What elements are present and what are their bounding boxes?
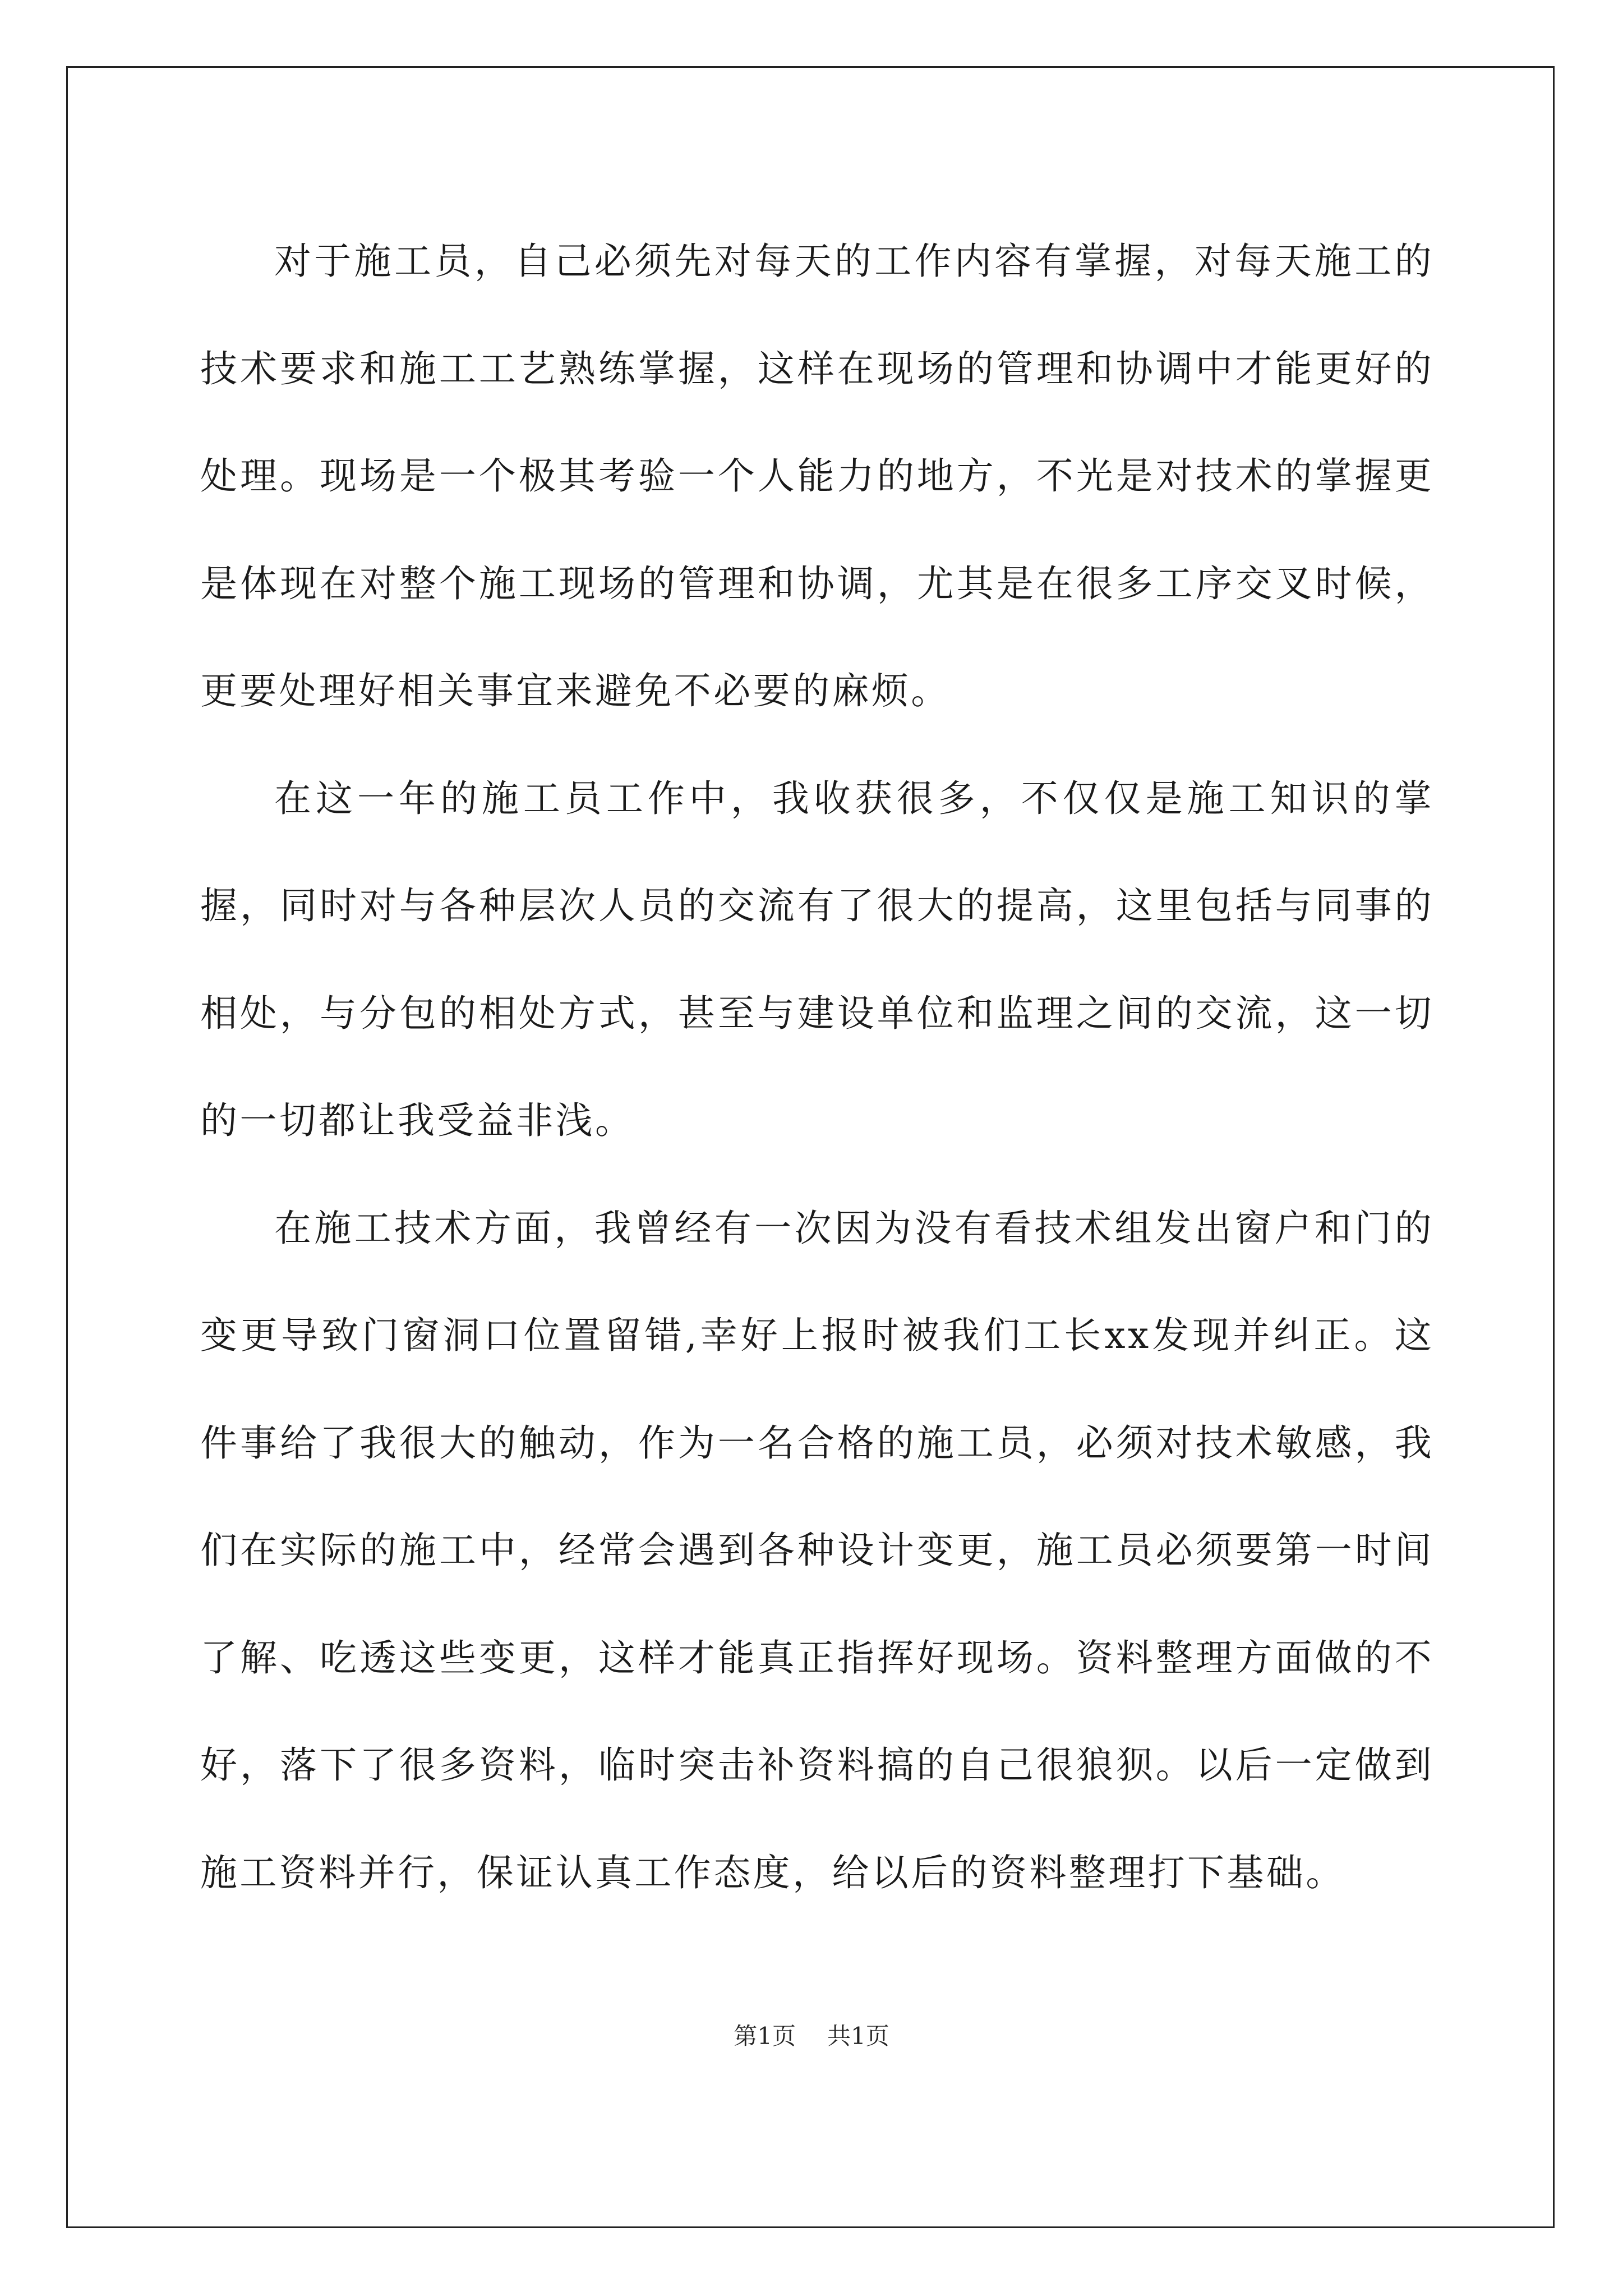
- document-body: [200, 208, 1434, 1926]
- paragraph-1: 对于施工员，自己必须先对每天的工作内容有掌握，对每天施工的技术要求和施工工艺熟练掌握，这样在现场的管理和协调中才能更好的处理。现场是一个极其考验一个人能力的地方，不光是对技术的掌握更是体现在对整个施工现场的管理和协调，尤其是在很多工序交叉时候，更要处理好相关事宜来避免不必要的麻烦。: [200, 240, 1434, 712]
- page-number-total: 共1页: [827, 2022, 889, 2050]
- paragraph-3: 在施工技术方面，我曾经有一次因为没有看技术组发出窗户和门的变更导致门窗洞口位置留错,幸好上报时被我们工长xx发现并纠正。这件事给了我很大的触动，作为一名合格的施工员，必须对技术敏感，我们在实际的施工中，经常会遇到各种设计变更，施工员必须要第一时间了解、吃透这些变更，这样才能真正指挥好现场。资料整理方面做的不好，落下了很多资料，临时突击补资料搞的自己很狼狈。以后一定做到施工资料并行，保证认真工作态度，给以后的资料整理打下基础。: [200, 1206, 1434, 1894]
- page-number-current: 第1页: [734, 2022, 796, 2050]
- paragraph-2: 在这一年的施工员工作中，我收获很多，不仅仅是施工知识的掌握，同时对与各种层次人员的交流有了很大的提高，这里包括与同事的相处，与分包的相处方式，甚至与建设单位和监理之间的交流，这一切的一切都让我受益非浅。: [200, 776, 1434, 1142]
- page-footer: [0, 2021, 1623, 2052]
